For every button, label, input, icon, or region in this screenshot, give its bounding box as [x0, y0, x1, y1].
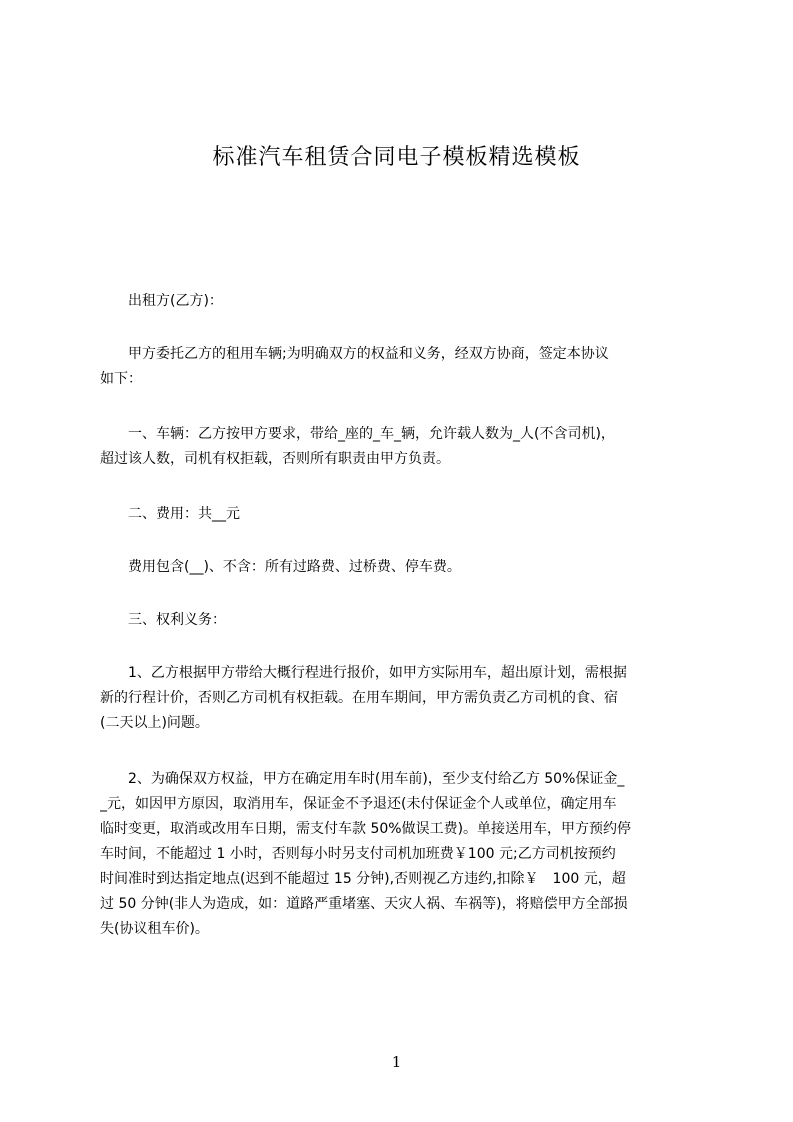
document-title: 标准汽车租赁合同电子模板精选模板 [212, 145, 581, 170]
text-line: 甲方委托乙方的租用车辆;为明确双方的权益和义务，经双方协商，签定本协议 [100, 346, 609, 362]
text-line: 二、费用：共__元 [100, 506, 240, 522]
paragraph-lessor [100, 289, 700, 314]
paragraph-fee-includes [100, 555, 700, 580]
paragraph-clause-2 [100, 767, 700, 942]
text-line: 失(协议租车价)。 [100, 921, 209, 937]
page-number: 1 [391, 1053, 402, 1071]
text-line: 临时变更，取消或改用车日期，需支付车款 50%做误工费)。单接送用车，甲方预约停 [100, 821, 632, 837]
text-line: 出租方(乙方)： [100, 293, 223, 309]
paragraph-rights-heading [100, 608, 700, 633]
text-line: 三、权利义务： [100, 612, 226, 628]
text-line: 如下： [100, 371, 142, 387]
text-line: 车时间，不能超过 1 小时，否则每小时另支付司机加班费￥100 元;乙方司机按预约 [100, 846, 616, 862]
text-line: 1、乙方根据甲方带给大概行程进行报价，如甲方实际用车，超出原计划，需根据 [100, 665, 627, 681]
text-line: 一、车辆：乙方按甲方要求，带给_座的_车_辆，允许载人数为_人(不含司机)， [100, 426, 615, 442]
paragraph-vehicle [100, 422, 700, 472]
text-line: (二天以上)问题。 [100, 715, 209, 731]
text-line: 新的行程计价，否则乙方司机有权拒载。在用车期间，甲方需负责乙方司机的食、宿 [100, 690, 618, 706]
text-line: 费用包含(__)、不含：所有过路费、过桥费、停车费。 [100, 559, 461, 575]
text-line: _元，如因甲方原因，取消用车，保证金不予退还(未付保证金个人或单位，确定用车 [100, 796, 617, 812]
paragraph-intro [100, 342, 700, 392]
text-line: 2、为确保双方权益，甲方在确定用车时(用车前)，至少支付给乙方 50%保证金_ [100, 771, 625, 787]
text-line: 超过该人数，司机有权拒载，否则所有职责由甲方负责。 [100, 451, 450, 467]
paragraph-fee [100, 502, 700, 527]
text-line: 时间准时到达指定地点(迟到不能超过 15 分钟),否则视乙方违约,扣除￥ 100 元，超 [100, 871, 626, 887]
paragraph-clause-1 [100, 661, 700, 736]
text-line: 过 50 分钟(非人为造成，如：道路严重堵塞、天灾人祸、车祸等)，将赔偿甲方全部损 [100, 896, 628, 912]
